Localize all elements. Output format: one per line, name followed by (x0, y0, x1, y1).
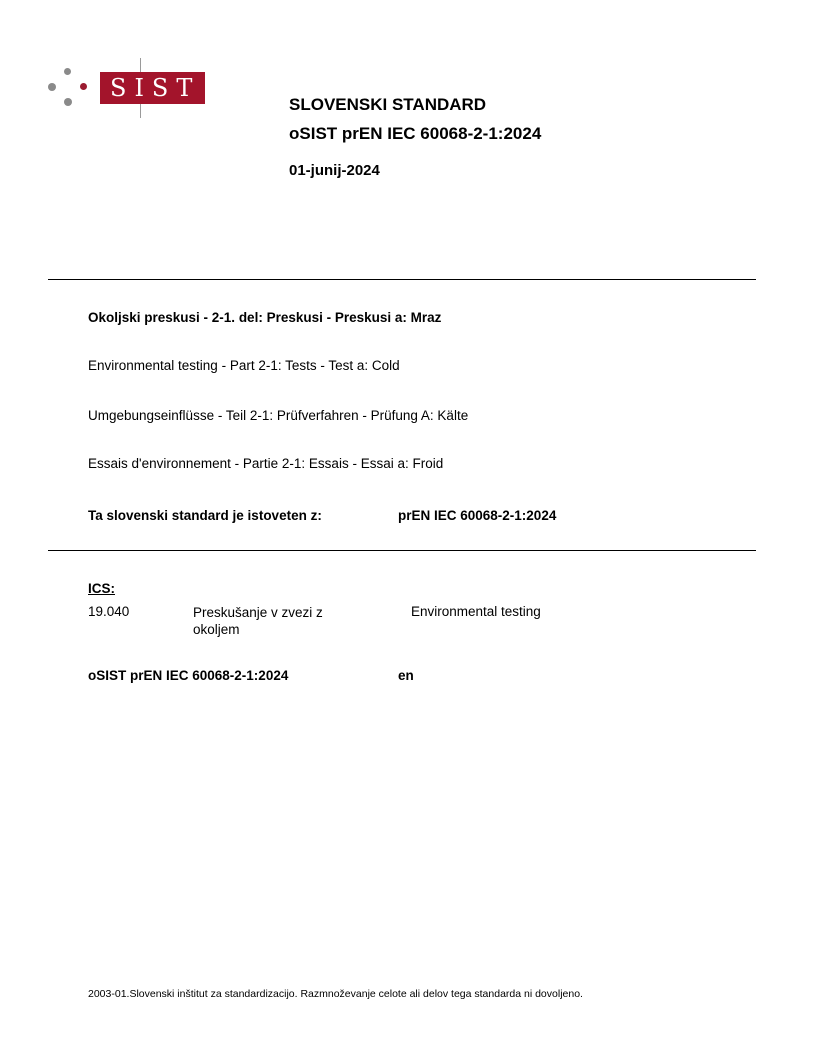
identical-value: prEN IEC 60068-2-1:2024 (398, 508, 557, 523)
publication-date: 01-junij-2024 (289, 162, 380, 179)
identical-label: Ta slovenski standard je istoveten z: (88, 508, 322, 523)
standard-code: oSIST prEN IEC 60068-2-1:2024 (289, 124, 542, 143)
title-slovenian: Okoljski preskusi - 2-1. del: Preskusi - Preskusi a: Mraz (88, 310, 442, 325)
logo-dot-icon (64, 98, 72, 106)
copyright-footer: 2003-01.Slovenski inštitut za standardizacijo. Razmnoževanje celote ali delov tega standarda ni dovoljeno. (88, 988, 583, 1000)
ics-description-slovenian: Preskušanje v zvezi z okoljem (193, 605, 323, 637)
logo-text: SIST (100, 72, 205, 104)
logo-dot-icon (48, 83, 56, 91)
language-code: en (398, 668, 414, 683)
logo-dot-icon (64, 68, 71, 75)
divider (48, 550, 756, 551)
title-french: Essais d'environnement - Partie 2-1: Essais - Essai a: Froid (88, 456, 444, 471)
logo-dot-icon (80, 83, 87, 90)
ics-description-english: Environmental testing (411, 604, 541, 619)
ics-code: 19.040 (88, 604, 130, 619)
bottom-standard-code: oSIST prEN IEC 60068-2-1:2024 (88, 668, 289, 683)
title-english: Environmental testing - Part 2-1: Tests - Test a: Cold (88, 358, 400, 373)
divider (48, 279, 756, 280)
ics-heading: ICS: (88, 581, 115, 596)
standard-type: SLOVENSKI STANDARD (289, 95, 487, 114)
title-german: Umgebungseinflüsse - Teil 2-1: Prüfverfahren - Prüfung A: Kälte (88, 408, 469, 423)
